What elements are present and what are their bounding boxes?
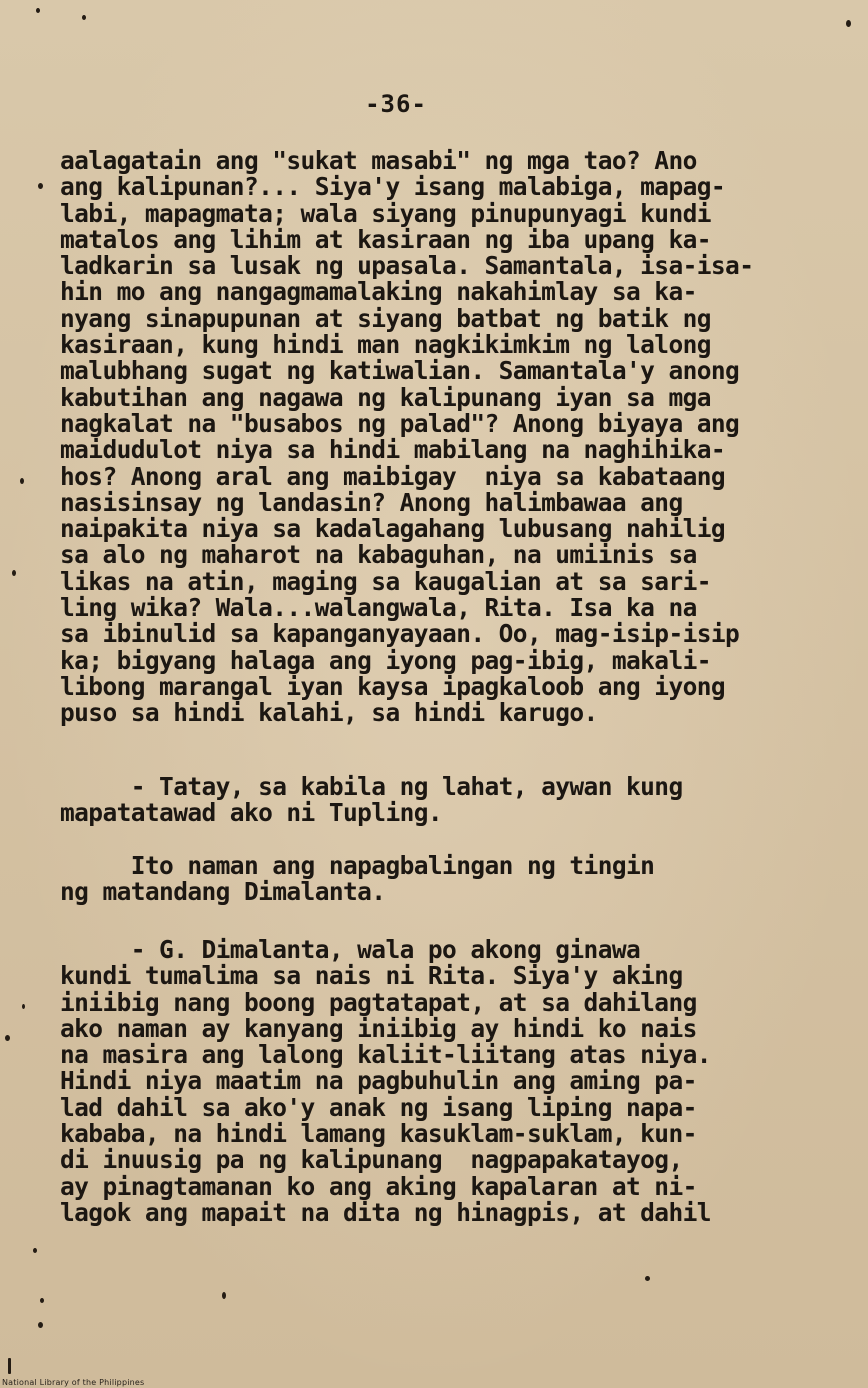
text-line: na masira ang lalong kaliit-liitang atas niya. (60, 1040, 711, 1070)
ink-speck (846, 20, 851, 27)
text-line: kasiraan, kung hindi man nagkikimkim ng lalong (60, 330, 711, 360)
text-line: matalos ang lihim at kasiraan ng iba upang ka- (60, 224, 711, 254)
ink-speck (8, 1358, 11, 1374)
text-line: hin mo ang nangagmamalaking nakahimlay sa ka- (60, 277, 697, 307)
text-line: labi, mapagmata; wala siyang pinupunyagi kundi (60, 198, 711, 228)
text-line: iniibig nang boong pagtatapat, at sa dahilang (60, 987, 697, 1017)
text-line: lad dahil sa ako'y anak ng isang liping napa- (60, 1092, 697, 1122)
text-line: nasisinsay ng landasin? Anong halimbawaa ang (60, 487, 683, 517)
ink-speck (82, 15, 86, 20)
text-line: - Tatay, sa kabila ng lahat, aywan kung (60, 772, 683, 801)
text-line: ay pinagtamanan ko ang aking kapalaran at ni- (60, 1171, 697, 1201)
ink-speck (22, 1004, 25, 1009)
text-line: Ito naman ang napagbalingan ng tingin (60, 851, 655, 880)
text-line: puso sa hindi kalahi, sa hindi karugo. (60, 698, 598, 728)
text-line: kundi tumalima sa nais ni Rita. Siya'y aking (60, 961, 683, 991)
ink-speck (645, 1276, 650, 1281)
paragraph-2 (60, 774, 850, 827)
ink-speck (12, 570, 16, 576)
text-line: maidudulot niya sa hindi mabilang na naghihika- (60, 435, 726, 465)
text-line: ka; bigyang halaga ang iyong pag-ibig, makali- (60, 645, 711, 675)
text-line: ladkarin sa lusak ng upasala. Samantala, isa-isa- (60, 251, 754, 281)
text-line: likas na atin, maging sa kaugalian at sa sari- (60, 566, 711, 596)
page-number: -36- (365, 90, 427, 118)
text-line: ling wika? Wala...walangwala, Rita. Isa ka na (60, 593, 697, 623)
ink-speck (40, 1298, 44, 1303)
text-line: hos? Anong aral ang maibigay niya sa kabataang (60, 461, 726, 491)
paragraph-1 (60, 148, 850, 727)
text-line: naipakita niya sa kadalagahang lubusang nahilig (60, 514, 726, 544)
text-line: libong marangal iyan kaysa ipagkaloob ang iyong (60, 671, 726, 701)
text-line: aalagatain ang "sukat masabi" ng mga tao? Ano (60, 146, 697, 175)
library-footer: National Library of the Philippines (2, 1378, 145, 1387)
text-line: Hindi niya maatim na pagbuhulin ang aming pa- (60, 1066, 697, 1096)
ink-speck (36, 8, 40, 13)
ink-speck (38, 1322, 43, 1328)
text-line: lagok ang mapait na dita ng hinagpis, at dahil (60, 1197, 711, 1227)
ink-speck (20, 478, 24, 484)
text-line: sa ibinulid sa kapanganyayaan. Oo, mag-isip-isip (60, 619, 740, 649)
text-line: - G. Dimalanta, wala po akong ginawa (60, 935, 641, 964)
text-line: malubhang sugat ng katiwalian. Samantala'y anong (60, 356, 740, 386)
ink-speck (38, 183, 43, 189)
text-line: di inuusig pa ng kalipunang nagpapakatayog, (60, 1145, 683, 1175)
text-line: sa alo ng maharot na kabaguhan, na umiinis sa (60, 540, 697, 570)
text-line: ng matandang Dimalanta. (60, 877, 386, 907)
paragraph-4 (60, 937, 850, 1226)
text-line: ako naman ay kanyang iniibig ay hindi ko nais (60, 1013, 697, 1043)
text-line: kabutihan ang nagawa ng kalipunang iyan sa mga (60, 382, 711, 412)
text-line: nagkalat na "busabos ng palad"? Anong biyaya ang (60, 408, 740, 438)
text-line: ang kalipunan?... Siya'y isang malabiga, mapag- (60, 172, 726, 202)
text-line: kababa, na hindi lamang kasuklam-suklam, kun- (60, 1119, 697, 1149)
paragraph-3 (60, 853, 850, 906)
ink-speck (5, 1035, 10, 1041)
ink-speck (222, 1292, 226, 1299)
ink-speck (33, 1248, 37, 1253)
text-line: mapatatawad ako ni Tupling. (60, 798, 443, 828)
text-line: nyang sinapupunan at siyang batbat ng batik ng (60, 303, 711, 333)
